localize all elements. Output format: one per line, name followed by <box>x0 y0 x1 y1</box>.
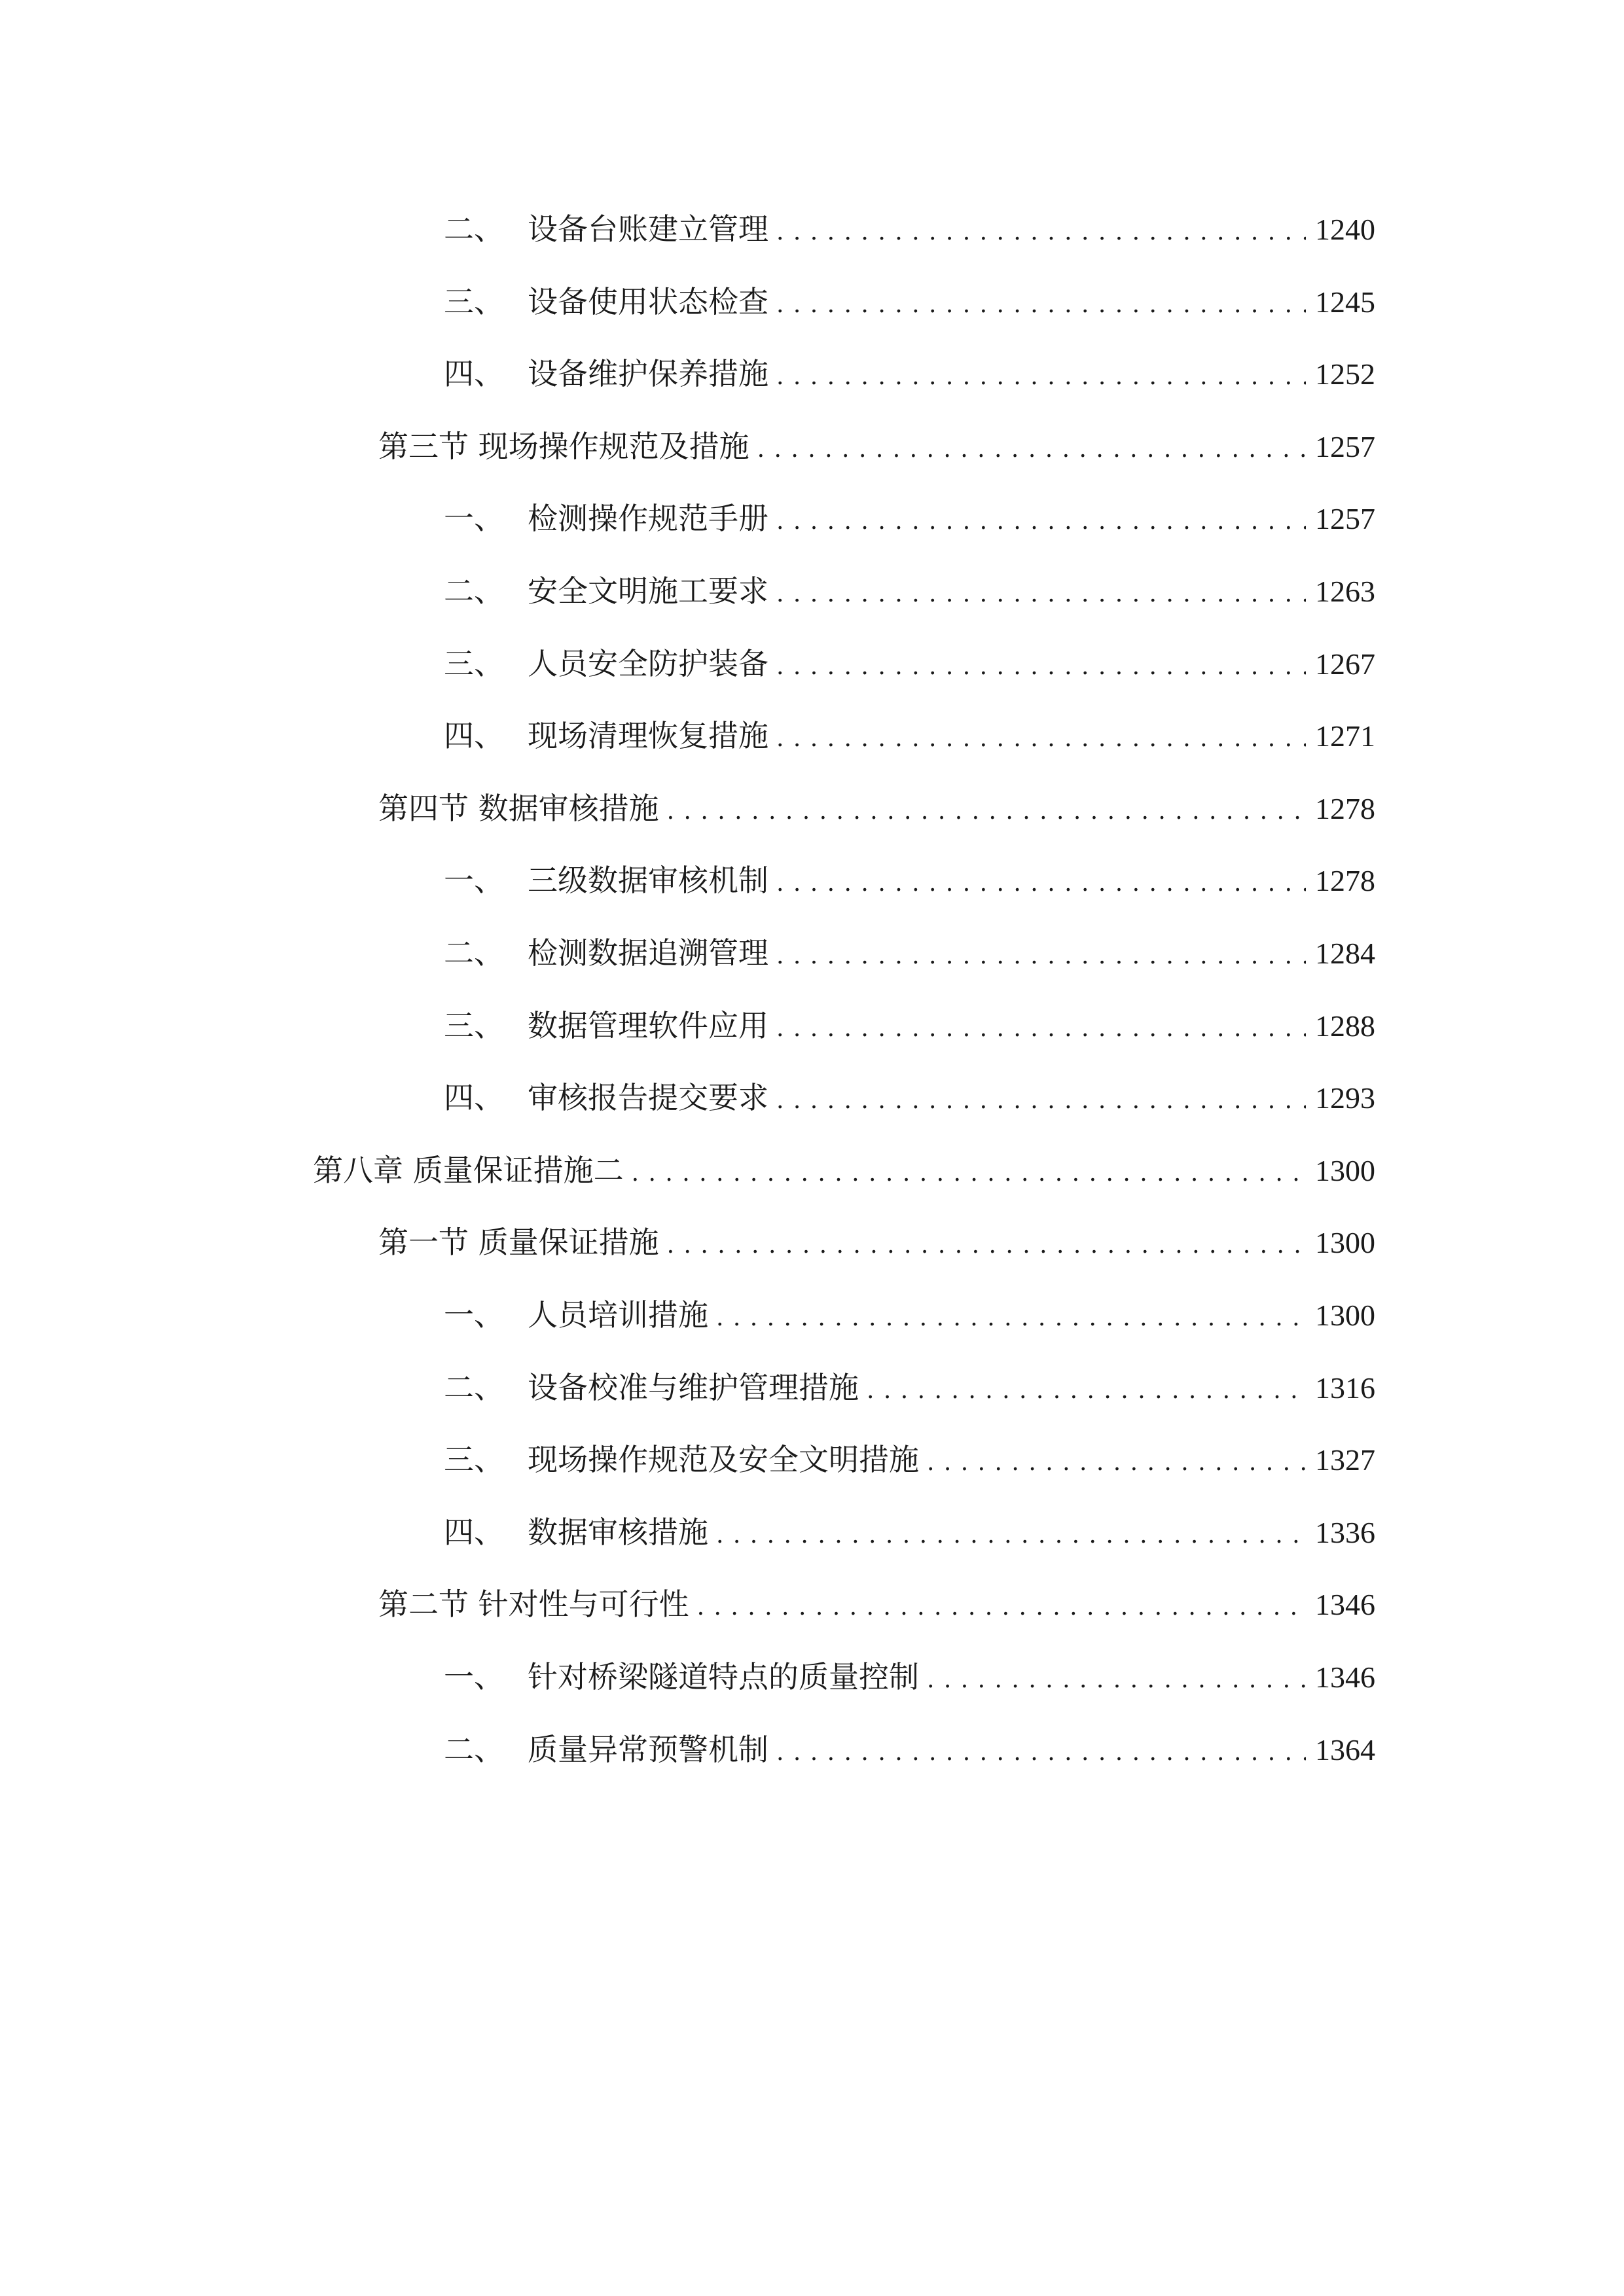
toc-entry[interactable] <box>444 570 1375 612</box>
toc-entry[interactable] <box>378 1583 1375 1625</box>
toc-entry[interactable] <box>378 787 1375 829</box>
toc-entry[interactable] <box>444 1729 1375 1770</box>
toc-page-number: 1364 <box>1315 1733 1375 1767</box>
toc-entry[interactable] <box>444 208 1375 250</box>
toc-page-number: 1240 <box>1315 213 1375 246</box>
toc-dot-leader <box>776 356 1306 395</box>
toc-page-number: 1300 <box>1315 1299 1375 1332</box>
toc-dot-leader <box>667 1225 1306 1263</box>
toc-page-number: 1327 <box>1315 1443 1375 1477</box>
toc-dot-leader <box>776 1080 1306 1119</box>
toc-page-number: 1257 <box>1315 430 1375 463</box>
toc-entry[interactable] <box>444 1439 1375 1480</box>
toc-page-number: 1245 <box>1315 285 1375 319</box>
toc-dot-leader <box>776 284 1306 323</box>
toc-entry-number: 一、 <box>444 863 504 898</box>
toc-dot-leader <box>927 1442 1306 1480</box>
toc-entry-title: 现场清理恢复措施 <box>528 718 768 753</box>
toc-entry[interactable] <box>378 425 1375 467</box>
toc-page-number: 1252 <box>1315 357 1375 391</box>
toc-entry[interactable] <box>313 1149 1375 1191</box>
toc-entry[interactable] <box>444 1367 1375 1408</box>
toc-page-number: 1284 <box>1315 937 1375 970</box>
toc-entry-number: 四、 <box>444 1515 504 1550</box>
toc-page-number: 1336 <box>1315 1516 1375 1549</box>
toc-entry-number: 四、 <box>444 718 504 753</box>
toc-page-number: 1346 <box>1315 1588 1375 1621</box>
toc-dot-leader <box>667 791 1306 829</box>
toc-dot-leader <box>776 863 1306 901</box>
toc-entry[interactable] <box>444 1511 1375 1553</box>
toc-dot-leader <box>927 1659 1306 1698</box>
toc-page-number: 1267 <box>1315 647 1375 681</box>
toc-entry[interactable] <box>378 1221 1375 1263</box>
toc-entry-title: 数据管理软件应用 <box>528 1008 768 1043</box>
toc-page-number: 1300 <box>1315 1154 1375 1187</box>
toc-entry-title: 检测数据追溯管理 <box>528 935 768 971</box>
toc-entry-number: 三、 <box>444 1442 504 1477</box>
toc-entry-number: 二、 <box>444 935 504 971</box>
toc-entry-title: 第四节 数据审核措施 <box>378 791 659 826</box>
toc-dot-leader <box>776 1732 1306 1770</box>
toc-entry-title: 人员安全防护装备 <box>528 646 768 681</box>
toc-dot-leader <box>776 501 1306 539</box>
toc-entry-title: 第三节 现场操作规范及措施 <box>378 429 749 464</box>
toc-entry[interactable] <box>444 1656 1375 1698</box>
toc-page-number: 1300 <box>1315 1226 1375 1259</box>
toc-entry-title: 第二节 针对性与可行性 <box>378 1587 689 1622</box>
toc-entry[interactable] <box>444 859 1375 901</box>
toc-entry[interactable] <box>444 1077 1375 1119</box>
toc-entry[interactable] <box>444 281 1375 323</box>
toc-entry-title: 审核报告提交要求 <box>528 1080 768 1115</box>
toc-page-number: 1288 <box>1315 1009 1375 1043</box>
toc-dot-leader <box>776 211 1306 250</box>
toc-entry-number: 三、 <box>444 1008 504 1043</box>
toc-entry-number: 一、 <box>444 501 504 536</box>
toc-entry-number: 三、 <box>444 646 504 681</box>
toc-page-number: 1278 <box>1315 792 1375 825</box>
toc-entry-number: 二、 <box>444 211 504 247</box>
toc-entry-title: 现场操作规范及安全文明措施 <box>528 1442 919 1477</box>
toc-entry-number: 三、 <box>444 284 504 319</box>
toc-entry-title: 数据审核措施 <box>528 1515 708 1550</box>
toc-entry-title: 三级数据审核机制 <box>528 863 768 898</box>
toc-entry-number: 一、 <box>444 1297 504 1333</box>
toc-page-number: 1271 <box>1315 719 1375 753</box>
toc-entry-title: 安全文明施工要求 <box>528 573 768 609</box>
toc-page-number: 1257 <box>1315 502 1375 535</box>
toc-entry-number: 一、 <box>444 1659 504 1695</box>
toc-entry-title: 质量异常预警机制 <box>528 1732 768 1767</box>
toc-entry-number: 四、 <box>444 1080 504 1115</box>
toc-entry[interactable] <box>444 353 1375 395</box>
toc-entry-title: 设备使用状态检查 <box>528 284 768 319</box>
toc-entry-title: 设备台账建立管理 <box>528 211 768 247</box>
toc-dot-leader <box>632 1153 1306 1191</box>
toc-dot-leader <box>776 646 1306 685</box>
toc-entry-title: 第一节 质量保证措施 <box>378 1225 659 1260</box>
toc-dot-leader <box>776 718 1306 757</box>
toc-entry[interactable] <box>444 715 1375 757</box>
toc-page-number: 1346 <box>1315 1660 1375 1694</box>
toc-dot-leader <box>867 1370 1306 1408</box>
toc-page-number: 1293 <box>1315 1081 1375 1115</box>
toc-dot-leader <box>776 1008 1306 1047</box>
toc-entry-number: 二、 <box>444 1732 504 1767</box>
toc-dot-leader <box>757 429 1306 467</box>
toc-page-number: 1316 <box>1315 1371 1375 1405</box>
toc-dot-leader <box>776 935 1306 974</box>
toc-entry-title: 第八章 质量保证措施二 <box>313 1153 624 1188</box>
toc-dot-leader <box>716 1515 1306 1553</box>
toc-page-number: 1278 <box>1315 864 1375 897</box>
toc-dot-leader <box>716 1297 1306 1336</box>
toc-entry-number: 二、 <box>444 1370 504 1405</box>
toc-entry[interactable] <box>444 1294 1375 1336</box>
toc-dot-leader <box>697 1587 1306 1625</box>
toc-entry-title: 针对桥梁隧道特点的质量控制 <box>528 1659 919 1695</box>
toc-entry[interactable] <box>444 643 1375 685</box>
toc-entry[interactable] <box>444 1005 1375 1047</box>
toc-entry[interactable] <box>444 932 1375 974</box>
toc-entry-title: 设备校准与维护管理措施 <box>528 1370 859 1405</box>
toc-dot-leader <box>776 573 1306 612</box>
toc-page-number: 1263 <box>1315 575 1375 608</box>
toc-entry-title: 设备维护保养措施 <box>528 356 768 391</box>
toc-entry-title: 检测操作规范手册 <box>528 501 768 536</box>
toc-entry-number: 四、 <box>444 356 504 391</box>
toc-entry[interactable] <box>444 497 1375 539</box>
toc-entry-number: 二、 <box>444 573 504 609</box>
toc-entry-title: 人员培训措施 <box>528 1297 708 1333</box>
